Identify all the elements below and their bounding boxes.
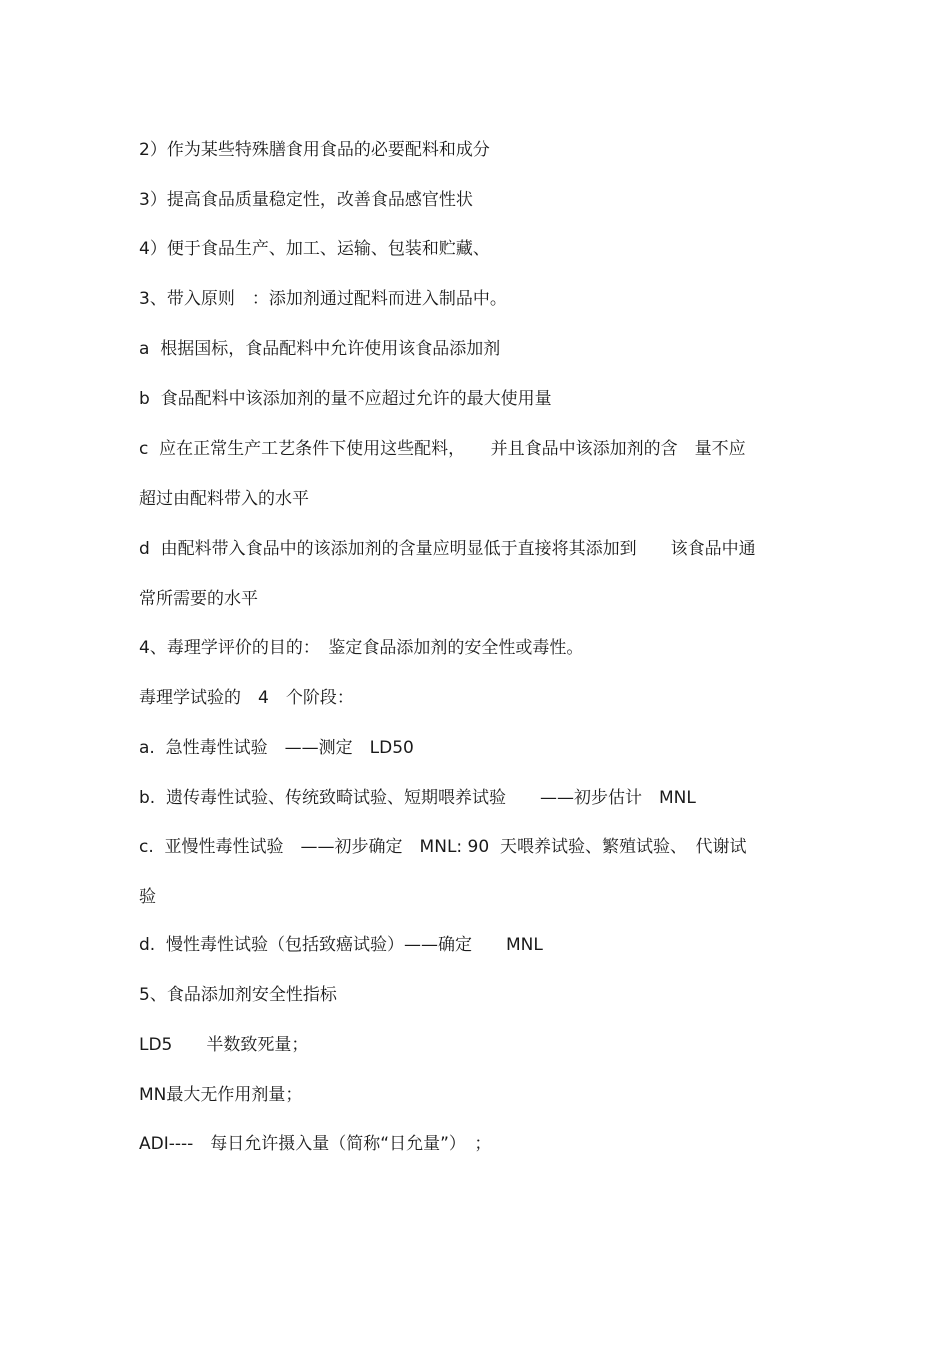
- text-line: LD5 半数致死量；: [139, 1035, 309, 1055]
- text-line: 3、带入原则 ：添加剂通过配料而进入制品中。: [139, 289, 507, 309]
- text-line: 验: [139, 887, 156, 907]
- text-line: MN最大无作用剂量；: [139, 1085, 303, 1105]
- text-line: b 食品配料中该添加剂的量不应超过允许的最大使用量: [139, 389, 552, 409]
- text-line: 毒理学试验的 4 个阶段：: [139, 688, 354, 708]
- text-line: 常所需要的水平: [139, 589, 258, 609]
- text-line: ADI---- 每日允许摄入量（简称“日允量”） ；: [139, 1134, 492, 1154]
- text-line: 4）便于食品生产、加工、运输、包装和贮藏、: [139, 239, 490, 259]
- text-line: a. 急性毒性试验 ——测定 LD50: [139, 738, 414, 758]
- text-line: 5、食品添加剂安全性指标: [139, 985, 337, 1005]
- text-line: 4、毒理学评价的目的： 鉴定食品添加剂的安全性或毒性。: [139, 638, 584, 658]
- text-line: 超过由配料带入的水平: [139, 489, 309, 509]
- text-line: 3）提高食品质量稳定性，改善食品感官性状: [139, 190, 473, 210]
- text-line: 2）作为某些特殊膳食用食品的必要配料和成分: [139, 140, 490, 160]
- text-line: a 根据国标，食品配料中允许使用该食品添加剂: [139, 339, 501, 359]
- text-line: d. 慢性毒性试验（包括致癌试验）——确定 MNL: [139, 935, 543, 955]
- text-line: c 应在正常生产工艺条件下使用这些配料， 并且食品中该添加剂的含 量不应: [139, 439, 746, 459]
- text-line: b. 遗传毒性试验、传统致畸试验、短期喂养试验 ——初步估计 MNL: [139, 788, 696, 808]
- text-line: c. 亚慢性毒性试验 ——初步确定 MNL: 90 天喂养试验、繁殖试验、 代谢试: [139, 837, 747, 857]
- text-line: d 由配料带入食品中的该添加剂的含量应明显低于直接将其添加到 该食品中通: [139, 539, 756, 559]
